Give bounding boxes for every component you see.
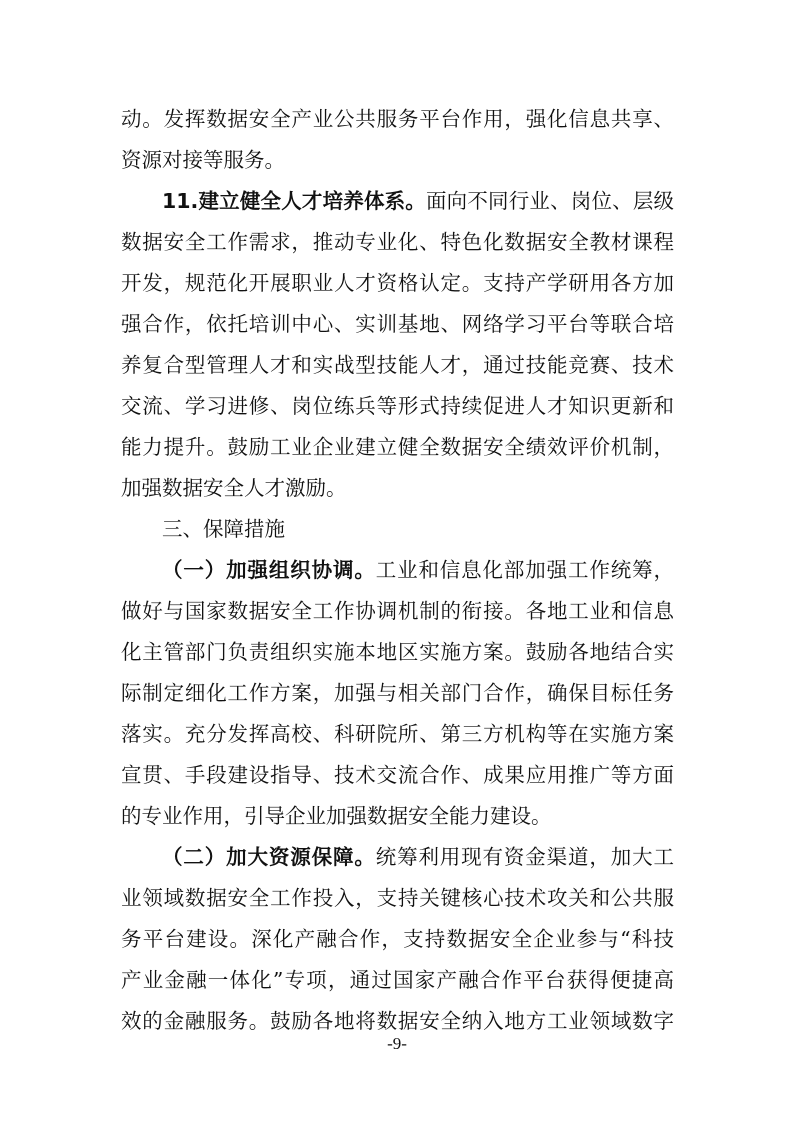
bold-lead-organization: （一）加强组织协调。 <box>162 558 376 582</box>
paragraph-line: 养复合型管理人才和实战型技能人才，通过技能竞赛、技术 <box>121 353 674 377</box>
paragraph-line: 际制定细化工作方案，加强与相关部门合作，确保目标任务 <box>121 681 674 705</box>
paragraph-line: 开发，规范化开展职业人才资格认定。支持产学研用各方加 <box>121 271 674 295</box>
paragraph-first-line <box>162 186 674 216</box>
paragraph-line: 业领域数据安全工作投入，支持关键核心技术攻关和公共服 <box>121 886 674 910</box>
paragraph-line: 宣贯、手段建设指导、技术交流合作、成果应用推广等方面 <box>121 763 674 787</box>
paragraph-first-line <box>162 555 674 585</box>
page-number: -9- <box>387 1034 407 1053</box>
paragraph-line: 化主管部门负责组织实施本地区实施方案。鼓励各地结合实 <box>121 640 674 664</box>
paragraph-line: 做好与国家数据安全工作协调机制的衔接。各地工业和信息 <box>121 599 674 623</box>
paragraph-line: 的专业作用，引导企业加强数据安全能力建设。 <box>121 804 552 828</box>
lead-rest-text: 面向不同行业、岗位、层级 <box>426 189 674 213</box>
paragraph-line: 落实。充分发挥高校、科研院所、第三方机构等在实施方案 <box>121 722 674 746</box>
paragraph-line: 强合作，依托培训中心、实训基地、网络学习平台等联合培 <box>121 312 674 336</box>
section-heading: 三、保障措施 <box>162 517 285 541</box>
paragraph-line: 交流、学习进修、岗位练兵等形式持续促进人才知识更新和 <box>121 394 674 418</box>
lead-rest-text: 统筹利用现有资金渠道，加大工 <box>375 845 674 869</box>
bold-lead-11: 11.建立健全人才培养体系。 <box>162 189 426 213</box>
paragraph-first-line <box>162 842 674 872</box>
paragraph-line: 产业金融一体化”专项，通过国家产融合作平台获得便捷高 <box>121 968 674 992</box>
bold-lead-resources: （二）加大资源保障。 <box>162 845 376 869</box>
paragraph-line: 加强数据安全人才激励。 <box>121 476 347 500</box>
paragraph-line: 资源对接等服务。 <box>121 148 285 172</box>
paragraph-line: 动。发挥数据安全产业公共服务平台作用，强化信息共享、 <box>121 107 674 131</box>
paragraph-line: 效的金融服务。鼓励各地将数据安全纳入地方工业领域数字 <box>121 1009 674 1033</box>
lead-rest-text: 工业和信息化部加强工作统筹， <box>375 558 674 582</box>
paragraph-line: 数据安全工作需求，推动专业化、特色化数据安全教材课程 <box>121 230 674 254</box>
paragraph-line: 能力提升。鼓励工业企业建立健全数据安全绩效评价机制， <box>121 435 674 459</box>
paragraph-line: 务平台建设。深化产融合作，支持数据安全企业参与“科技 <box>121 927 674 951</box>
